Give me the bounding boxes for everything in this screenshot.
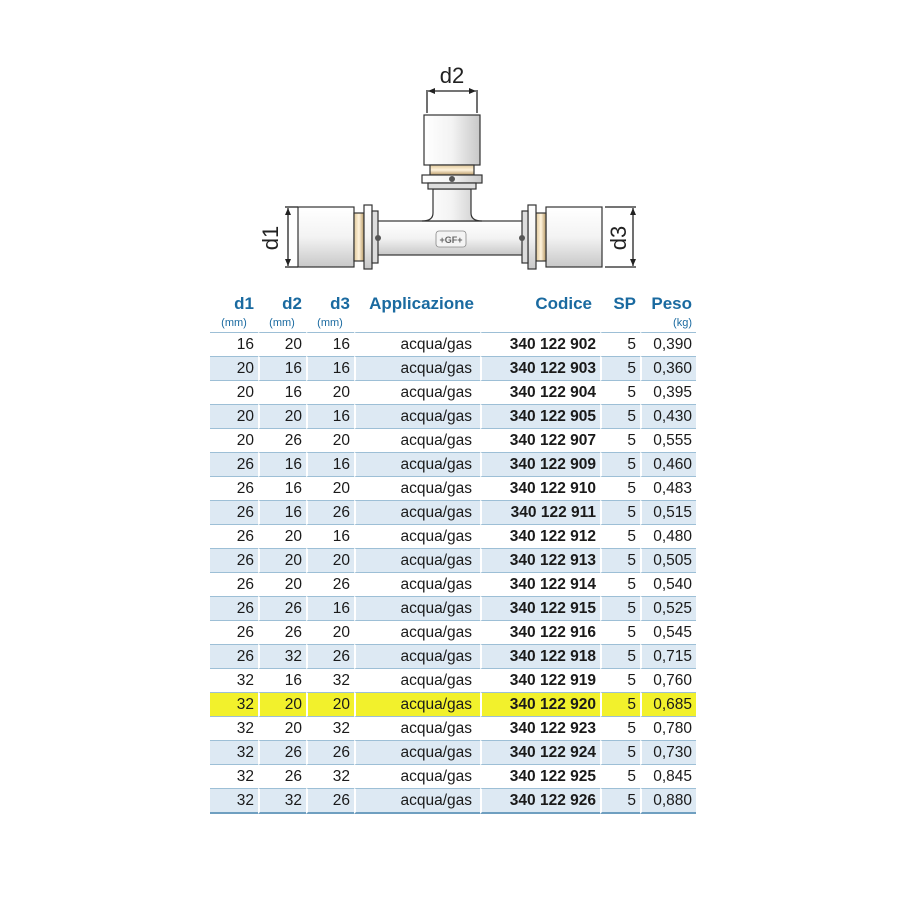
cell-applicazione: acqua/gas: [354, 332, 480, 357]
cell-codice: 340 122 904: [480, 381, 600, 405]
cell-applicazione: acqua/gas: [354, 765, 480, 789]
table-row: [210, 693, 696, 717]
cell-applicazione: acqua/gas: [354, 789, 480, 814]
cell-d3: 20: [306, 381, 354, 405]
cell-codice: 340 122 918: [480, 645, 600, 669]
cell-codice: 340 122 919: [480, 669, 600, 693]
table-row: [210, 549, 696, 573]
cell-codice: 340 122 907: [480, 429, 600, 453]
tee-fitting-diagram: [250, 55, 650, 285]
cell-codice: 340 122 909: [480, 453, 600, 477]
cell-d2: 16: [258, 453, 306, 477]
header-d2: d2: [282, 294, 302, 313]
cell-codice: 340 122 916: [480, 621, 600, 645]
cell-d1: 26: [210, 621, 258, 645]
cell-sp: 5: [600, 765, 640, 789]
cell-applicazione: acqua/gas: [354, 525, 480, 549]
cell-sp: 5: [600, 549, 640, 573]
cell-peso: 0,483: [640, 477, 696, 501]
table-row: [210, 357, 696, 381]
table-row: [210, 332, 696, 357]
cell-peso: 0,360: [640, 357, 696, 381]
cell-d1: 26: [210, 501, 258, 525]
unit-peso: (kg): [673, 317, 692, 329]
cell-peso: 0,780: [640, 717, 696, 741]
label-d1: d1: [258, 225, 283, 251]
cell-codice: 340 122 923: [480, 717, 600, 741]
cell-d3: 20: [306, 429, 354, 453]
header-sp: SP: [613, 294, 636, 313]
cell-peso: 0,430: [640, 405, 696, 429]
cell-d3: 32: [306, 717, 354, 741]
cell-peso: 0,505: [640, 549, 696, 573]
cell-applicazione: acqua/gas: [354, 453, 480, 477]
cell-codice: 340 122 905: [480, 405, 600, 429]
cell-d3: 26: [306, 645, 354, 669]
cell-d1: 32: [210, 669, 258, 693]
cell-d1: 26: [210, 525, 258, 549]
cell-sp: 5: [600, 477, 640, 501]
cell-d2: 26: [258, 741, 306, 765]
cell-d1: 26: [210, 597, 258, 621]
cell-d2: 20: [258, 332, 306, 357]
cell-d1: 20: [210, 357, 258, 381]
table-row: [210, 597, 696, 621]
cell-d3: 16: [306, 332, 354, 357]
cell-peso: 0,525: [640, 597, 696, 621]
cell-d2: 20: [258, 549, 306, 573]
cell-d3: 32: [306, 669, 354, 693]
table-row: [210, 525, 696, 549]
gf-logo: +GF+: [439, 235, 463, 245]
cell-peso: 0,515: [640, 501, 696, 525]
cell-applicazione: acqua/gas: [354, 693, 480, 717]
unit-d1: (mm): [221, 317, 247, 329]
table-row: [210, 621, 696, 645]
unit-d3: (mm): [317, 317, 343, 329]
cell-applicazione: acqua/gas: [354, 597, 480, 621]
cell-sp: 5: [600, 621, 640, 645]
cell-sp: 5: [600, 789, 640, 814]
cell-d2: 20: [258, 717, 306, 741]
cell-peso: 0,880: [640, 789, 696, 814]
table-row: [210, 669, 696, 693]
cell-applicazione: acqua/gas: [354, 717, 480, 741]
cell-codice: 340 122 912: [480, 525, 600, 549]
header-d1: d1: [234, 294, 254, 313]
cell-sp: 5: [600, 357, 640, 381]
cell-peso: 0,460: [640, 453, 696, 477]
cell-d2: 26: [258, 597, 306, 621]
cell-d2: 26: [258, 429, 306, 453]
cell-applicazione: acqua/gas: [354, 405, 480, 429]
cell-codice: 340 122 902: [480, 332, 600, 357]
cell-peso: 0,715: [640, 645, 696, 669]
cell-codice: 340 122 920: [480, 693, 600, 717]
table-row: [210, 381, 696, 405]
cell-sp: 5: [600, 429, 640, 453]
cell-d1: 20: [210, 381, 258, 405]
cell-codice: 340 122 926: [480, 789, 600, 814]
cell-codice: 340 122 903: [480, 357, 600, 381]
table-row: [210, 741, 696, 765]
table-row: [210, 405, 696, 429]
cell-sp: 5: [600, 573, 640, 597]
cell-d2: 16: [258, 501, 306, 525]
cell-peso: 0,390: [640, 332, 696, 357]
cell-peso: 0,480: [640, 525, 696, 549]
cell-d2: 20: [258, 405, 306, 429]
cell-d1: 32: [210, 741, 258, 765]
cell-applicazione: acqua/gas: [354, 621, 480, 645]
cell-d2: 16: [258, 477, 306, 501]
cell-codice: 340 122 913: [480, 549, 600, 573]
cell-applicazione: acqua/gas: [354, 501, 480, 525]
cell-d3: 16: [306, 357, 354, 381]
cell-d2: 16: [258, 381, 306, 405]
cell-sp: 5: [600, 645, 640, 669]
cell-peso: 0,845: [640, 765, 696, 789]
cell-codice: 340 122 910: [480, 477, 600, 501]
cell-d2: 20: [258, 693, 306, 717]
cell-sp: 5: [600, 741, 640, 765]
cell-sp: 5: [600, 693, 640, 717]
cell-d1: 32: [210, 693, 258, 717]
cell-applicazione: acqua/gas: [354, 741, 480, 765]
cell-d3: 16: [306, 525, 354, 549]
cell-d2: 16: [258, 669, 306, 693]
cell-applicazione: acqua/gas: [354, 573, 480, 597]
label-d3: d3: [606, 225, 631, 251]
table-row: [210, 429, 696, 453]
cell-codice: 340 122 925: [480, 765, 600, 789]
cell-d3: 16: [306, 597, 354, 621]
cell-d3: 16: [306, 405, 354, 429]
header-d3: d3: [330, 294, 350, 313]
cell-peso: 0,395: [640, 381, 696, 405]
cell-d2: 26: [258, 765, 306, 789]
cell-peso: 0,540: [640, 573, 696, 597]
cell-applicazione: acqua/gas: [354, 429, 480, 453]
table-row: [210, 717, 696, 741]
cell-d2: 16: [258, 357, 306, 381]
cell-codice: 340 122 914: [480, 573, 600, 597]
table-row: [210, 573, 696, 597]
table-row: [210, 789, 696, 814]
cell-applicazione: acqua/gas: [354, 669, 480, 693]
cell-d2: 26: [258, 621, 306, 645]
cell-applicazione: acqua/gas: [354, 381, 480, 405]
cell-d3: 32: [306, 765, 354, 789]
label-d2: d2: [439, 63, 465, 88]
cell-sp: 5: [600, 381, 640, 405]
cell-d3: 26: [306, 573, 354, 597]
cell-applicazione: acqua/gas: [354, 645, 480, 669]
cell-d1: 20: [210, 429, 258, 453]
cell-d1: 32: [210, 717, 258, 741]
cell-d3: 20: [306, 549, 354, 573]
cell-d1: 32: [210, 765, 258, 789]
table-body: [210, 332, 696, 814]
cell-d1: 20: [210, 405, 258, 429]
table-row: [210, 501, 696, 525]
cell-d2: 32: [258, 645, 306, 669]
cell-d1: 32: [210, 789, 258, 814]
header-codice: Codice: [535, 294, 592, 313]
cell-d1: 26: [210, 477, 258, 501]
cell-peso: 0,545: [640, 621, 696, 645]
header-peso: Peso: [651, 294, 692, 313]
cell-d1: 26: [210, 549, 258, 573]
unit-d2: (mm): [269, 317, 295, 329]
table-row: [210, 453, 696, 477]
cell-d3: 20: [306, 693, 354, 717]
table-row: [210, 765, 696, 789]
cell-d2: 20: [258, 573, 306, 597]
cell-codice: 340 122 924: [480, 741, 600, 765]
header-applicazione: Applicazione: [369, 294, 474, 313]
cell-sp: 5: [600, 597, 640, 621]
cell-d1: 26: [210, 453, 258, 477]
cell-sp: 5: [600, 453, 640, 477]
cell-peso: 0,730: [640, 741, 696, 765]
cell-peso: 0,685: [640, 693, 696, 717]
cell-d3: 26: [306, 501, 354, 525]
cell-codice: 340 122 915: [480, 597, 600, 621]
cell-applicazione: acqua/gas: [354, 549, 480, 573]
cell-applicazione: acqua/gas: [354, 357, 480, 381]
cell-sp: 5: [600, 525, 640, 549]
table-row: [210, 477, 696, 501]
cell-sp: 5: [600, 501, 640, 525]
cell-d3: 26: [306, 741, 354, 765]
table-row: [210, 645, 696, 669]
cell-d3: 26: [306, 789, 354, 814]
cell-d3: 20: [306, 477, 354, 501]
cell-sp: 5: [600, 332, 640, 357]
cell-d1: 26: [210, 645, 258, 669]
cell-d1: 16: [210, 332, 258, 357]
cell-d3: 16: [306, 453, 354, 477]
cell-sp: 5: [600, 717, 640, 741]
cell-sp: 5: [600, 669, 640, 693]
cell-d2: 32: [258, 789, 306, 814]
cell-peso: 0,760: [640, 669, 696, 693]
cell-d1: 26: [210, 573, 258, 597]
cell-codice: 340 122 911: [480, 501, 600, 525]
fittings-spec-table: [210, 292, 696, 814]
cell-d3: 20: [306, 621, 354, 645]
cell-peso: 0,555: [640, 429, 696, 453]
cell-sp: 5: [600, 405, 640, 429]
cell-applicazione: acqua/gas: [354, 477, 480, 501]
cell-d2: 20: [258, 525, 306, 549]
